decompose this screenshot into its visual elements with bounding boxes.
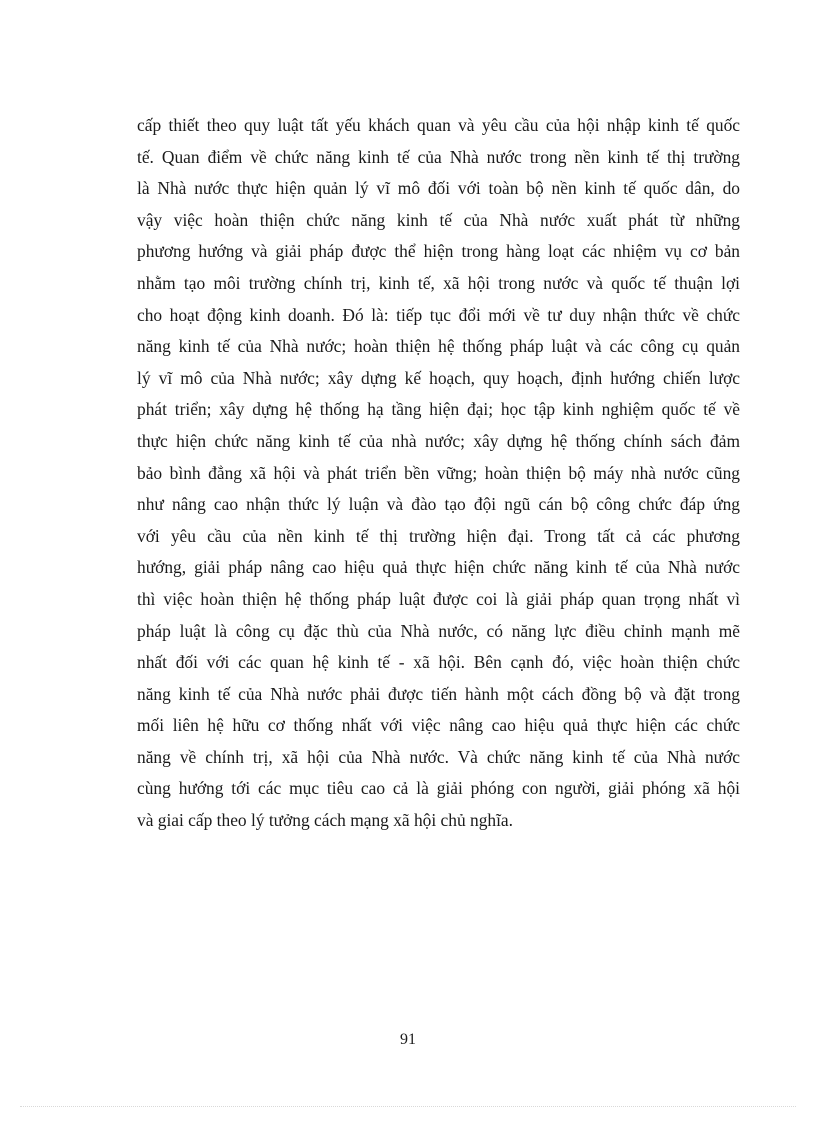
page-bottom-divider	[20, 1106, 796, 1107]
paragraph-line: năng kinh tế của Nhà nước; hoàn thiện hệ thống pháp luật và các công cụ quản	[137, 336, 740, 357]
paragraph-line: năng về chính trị, xã hội của Nhà nước. Và chức năng kinh tế của Nhà nước	[137, 746, 740, 767]
paragraph-line: mối liên hệ hữu cơ thống nhất với việc nâng cao hiệu quả thực hiện các chức	[137, 715, 740, 736]
paragraph-line: thực hiện chức năng kinh tế của nhà nước; xây dựng hệ thống chính sách đảm	[137, 430, 740, 451]
paragraph-line: lý vĩ mô của Nhà nước; xây dựng kế hoạch, quy hoạch, định hướng chiến lược	[137, 367, 740, 388]
paragraph-line: phương hướng và giải pháp được thể hiện trong hàng loạt các nhiệm vụ cơ bản	[137, 241, 740, 262]
paragraph-line: như nâng cao nhận thức lý luận và đào tạo đội ngũ cán bộ công chức đáp ứng	[137, 494, 740, 515]
paragraph-line: pháp luật là công cụ đặc thù của Nhà nước, có năng lực điều chỉnh mạnh mẽ	[137, 620, 740, 641]
paragraph-line: bảo bình đẳng xã hội và phát triển bền vững; hoàn thiện bộ máy nhà nước cũng	[137, 462, 740, 483]
paragraph-line: cùng hướng tới các mục tiêu cao cả là giải phóng con người, giải phóng xã hội	[137, 778, 740, 799]
paragraph-line: tế. Quan điểm về chức năng kinh tế của Nhà nước trong nền kinh tế thị trường	[137, 146, 740, 167]
paragraph-line: nhất đối với các quan hệ kinh tế - xã hội. Bên cạnh đó, việc hoàn thiện chức	[137, 652, 740, 673]
paragraph-line: thì việc hoàn thiện hệ thống pháp luật được coi là giải pháp quan trọng nhất vì	[137, 588, 740, 609]
paragraph-line: với yêu cầu của nền kinh tế thị trường hiện đại. Trong tất cả các phương	[137, 525, 740, 546]
paragraph-line: nhằm tạo môi trường chính trị, kinh tế, xã hội trong nước và quốc tế thuận lợi	[137, 272, 740, 293]
page-number: 91	[400, 1031, 416, 1048]
paragraph-line-last: và giai cấp theo lý tưởng cách mạng xã hội chủ nghĩa.	[137, 810, 513, 831]
paragraph-line: hướng, giải pháp nâng cao hiệu quả thực hiện chức năng kinh tế của Nhà nước	[137, 557, 740, 578]
paragraph-line: phát triển; xây dựng hệ thống hạ tầng hiện đại; học tập kinh nghiệm quốc tế về	[137, 399, 740, 420]
paragraph-line: là Nhà nước thực hiện quản lý vĩ mô đối với toàn bộ nền kinh tế quốc dân, do	[137, 178, 740, 199]
paragraph-line: năng kinh tế của Nhà nước phải được tiến hành một cách đồng bộ và đặt trong	[137, 683, 740, 704]
paragraph-line: cấp thiết theo quy luật tất yếu khách quan và yêu cầu của hội nhập kinh tế quốc	[137, 115, 740, 135]
body-paragraph	[137, 110, 740, 837]
paragraph-line: vậy việc hoàn thiện chức năng kinh tế của Nhà nước xuất phát từ những	[137, 209, 740, 230]
paragraph-line: cho hoạt động kinh doanh. Đó là: tiếp tục đổi mới về tư duy nhận thức về chức	[137, 304, 740, 325]
